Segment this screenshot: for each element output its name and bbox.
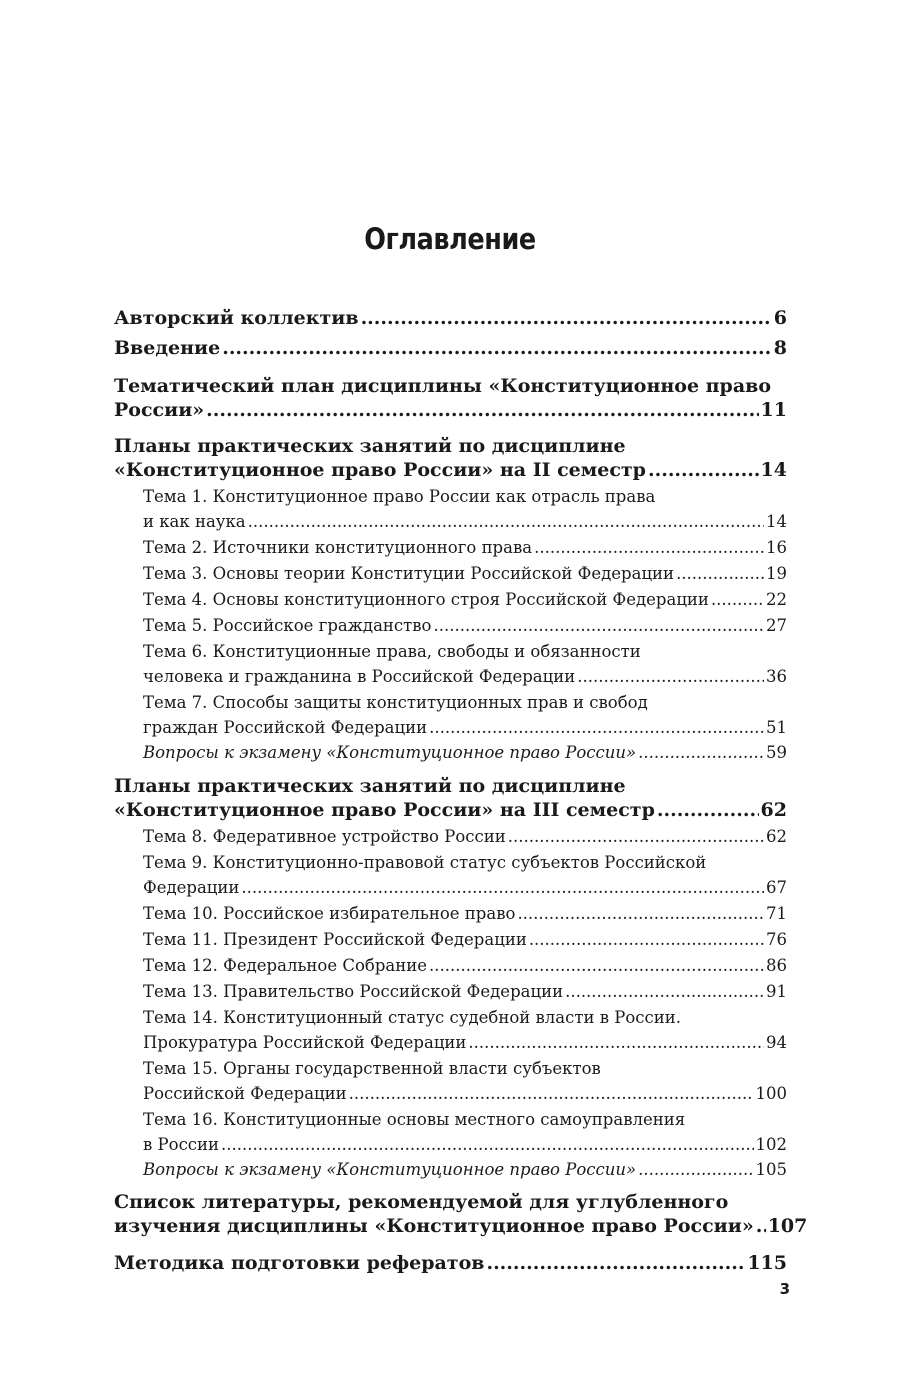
toc-entry-title: «Конституционное право России» на III семестр <box>114 799 655 821</box>
toc-entry-bibliography[interactable] <box>114 1190 808 1238</box>
toc-entry-title: Федерации <box>143 878 240 897</box>
toc-entry-title: России» <box>114 399 205 421</box>
page-title: Оглавление <box>364 222 536 256</box>
toc-entry-plans-semester-3[interactable] <box>114 774 787 822</box>
toc-entry-page: 76 <box>766 930 787 949</box>
toc-entry-title-line: Планы практических занятий по дисциплине <box>114 775 626 797</box>
toc-entry-title: Тема 5. Российское гражданство <box>143 616 432 635</box>
toc-entry-page: 62 <box>766 827 787 846</box>
toc-entry-title: Тема 12. Федеральное Собрание <box>143 956 428 975</box>
toc-entry-page: 62 <box>760 799 787 821</box>
toc-entry-introduction[interactable] <box>114 336 787 360</box>
toc-entry-title-line: Тема 7. Способы защиты конституционных прав и свобод <box>143 693 648 712</box>
toc-entry-title: Тема 2. Источники конституционного права <box>143 538 533 557</box>
leader-dots <box>565 979 764 1004</box>
leader-dots <box>638 1157 753 1182</box>
leader-dots <box>468 1030 764 1055</box>
leader-dots <box>434 613 765 638</box>
toc-entry-topic-5[interactable] <box>143 613 787 638</box>
toc-entry-title-line: Тема 14. Конституционный статус судебной власти в России. <box>143 1008 682 1027</box>
leader-dots <box>529 927 764 952</box>
toc-entry-page: 59 <box>766 743 787 762</box>
toc-entry-title: Российской Федерации <box>143 1084 347 1103</box>
toc-entry-page: 16 <box>766 538 787 557</box>
toc-entry-page: 14 <box>766 512 787 531</box>
toc-entry-title: Методика подготовки рефератов <box>114 1252 485 1274</box>
toc-entry-page: 100 <box>755 1084 787 1103</box>
toc-entry-page: 19 <box>766 564 787 583</box>
toc-entry-topic-6[interactable] <box>143 639 787 689</box>
toc-entry-title: человека и гражданина в Российской Федерации <box>143 667 576 686</box>
toc-entry-title: «Конституционное право России» на II семестр <box>114 459 646 481</box>
toc-entry-page: 91 <box>766 982 787 1001</box>
toc-entry-page: 27 <box>766 616 787 635</box>
toc-entry-topic-8[interactable] <box>143 824 787 849</box>
toc-entry-page: 22 <box>766 590 787 609</box>
toc-entry-plans-semester-2[interactable] <box>114 434 787 482</box>
toc-entry-title-line: Тема 9. Конституционно-правовой статус субъектов Российской <box>143 853 707 872</box>
toc-entry-page: 105 <box>755 1160 787 1179</box>
toc-entry-topic-9[interactable] <box>143 850 787 900</box>
toc-entry-page: 8 <box>773 337 787 359</box>
toc-entry-title-line: Список литературы, рекомендуемой для углубленного <box>114 1191 729 1213</box>
toc-entry-title: Тема 8. Федеративное устройство России <box>143 827 506 846</box>
leader-dots <box>756 1214 766 1238</box>
toc-entry-exam-questions-1[interactable] <box>143 740 787 765</box>
toc-entry-title-line: Тематический план дисциплины «Конституционное право <box>114 375 772 397</box>
leader-dots <box>648 458 759 482</box>
leader-dots <box>429 715 764 740</box>
toc-entry-title: Введение <box>114 337 221 359</box>
toc-entry-page: 36 <box>766 667 787 686</box>
toc-entry-page: 11 <box>760 399 787 421</box>
toc-entry-page: 71 <box>766 904 787 923</box>
toc-entry-page: 14 <box>760 459 787 481</box>
toc-entry-thematic-plan[interactable] <box>114 374 787 422</box>
toc-entry-topic-13[interactable] <box>143 979 787 1004</box>
toc-entry-page: 67 <box>766 878 787 897</box>
page-number: 3 <box>779 1280 790 1298</box>
toc-entry-authors[interactable] <box>114 306 787 330</box>
toc-entry-page: 102 <box>755 1135 787 1154</box>
toc-entry-page: 115 <box>747 1252 787 1274</box>
leader-dots <box>221 1132 753 1157</box>
leader-dots <box>349 1081 754 1106</box>
toc-entry-topic-2[interactable] <box>143 535 787 560</box>
toc-entry-title: Тема 13. Правительство Российской Федерации <box>143 982 564 1001</box>
toc-entry-exam-questions-2[interactable] <box>143 1157 787 1182</box>
leader-dots <box>206 398 758 422</box>
toc-entry-topic-4[interactable] <box>143 587 787 612</box>
toc-entry-title-line: Тема 1. Конституционное право России как отрасль права <box>143 487 656 506</box>
toc-entry-page: 107 <box>767 1215 808 1237</box>
leader-dots <box>248 509 764 534</box>
toc-entry-title: в России <box>143 1135 220 1154</box>
toc-entry-topic-14[interactable] <box>143 1005 787 1055</box>
toc-entry-title: граждан Российской Федерации <box>143 718 428 737</box>
toc-entry-title: Авторский коллектив <box>114 307 359 329</box>
toc-entry-title: Вопросы к экзамену «Конституционное право России» <box>143 743 637 762</box>
toc-entry-topic-10[interactable] <box>143 901 787 926</box>
toc-entry-title: и как наука <box>143 512 246 531</box>
leader-dots <box>657 798 759 822</box>
toc-entry-topic-3[interactable] <box>143 561 787 586</box>
toc-entry-title: изучения дисциплины «Конституционное право России» <box>114 1215 754 1237</box>
leader-dots <box>486 1251 745 1275</box>
leader-dots <box>711 587 764 612</box>
leader-dots <box>429 953 764 978</box>
toc-entry-title-line: Тема 15. Органы государственной власти субъектов <box>143 1059 601 1078</box>
leader-dots <box>222 336 772 360</box>
toc-entry-topic-15[interactable] <box>143 1056 787 1106</box>
toc-entry-title: Тема 3. Основы теории Конституции Российской Федерации <box>143 564 675 583</box>
toc-entry-topic-12[interactable] <box>143 953 787 978</box>
toc-entry-title: Тема 4. Основы конституционного строя Российской Федерации <box>143 590 709 609</box>
leader-dots <box>534 535 764 560</box>
toc-entry-topic-7[interactable] <box>143 690 787 740</box>
toc-entry-essay-methodology[interactable] <box>114 1251 787 1275</box>
toc-entry-topic-16[interactable] <box>143 1107 787 1157</box>
toc-entry-title: Тема 10. Российское избирательное право <box>143 904 516 923</box>
toc-entry-page: 6 <box>773 307 787 329</box>
toc-entry-title: Прокуратура Российской Федерации <box>143 1033 467 1052</box>
leader-dots <box>676 561 764 586</box>
toc-entry-page: 94 <box>766 1033 787 1052</box>
toc-entry-title-line: Планы практических занятий по дисциплине <box>114 435 626 457</box>
leader-dots <box>577 664 764 689</box>
toc-entry-topic-1[interactable] <box>143 484 787 534</box>
leader-dots <box>361 306 772 330</box>
leader-dots <box>517 901 764 926</box>
toc-entry-title-line: Тема 6. Конституционные права, свободы и обязанности <box>143 642 641 661</box>
table-of-contents <box>114 306 808 1275</box>
leader-dots <box>241 875 764 900</box>
toc-entry-title: Вопросы к экзамену «Конституционное право России» <box>143 1160 637 1179</box>
toc-entry-page: 51 <box>766 718 787 737</box>
leader-dots <box>638 740 764 765</box>
toc-entry-page: 86 <box>766 956 787 975</box>
toc-entry-title-line: Тема 16. Конституционные основы местного самоуправления <box>143 1110 686 1129</box>
toc-entry-topic-11[interactable] <box>143 927 787 952</box>
toc-entry-title: Тема 11. Президент Российской Федерации <box>143 930 527 949</box>
leader-dots <box>508 824 764 849</box>
